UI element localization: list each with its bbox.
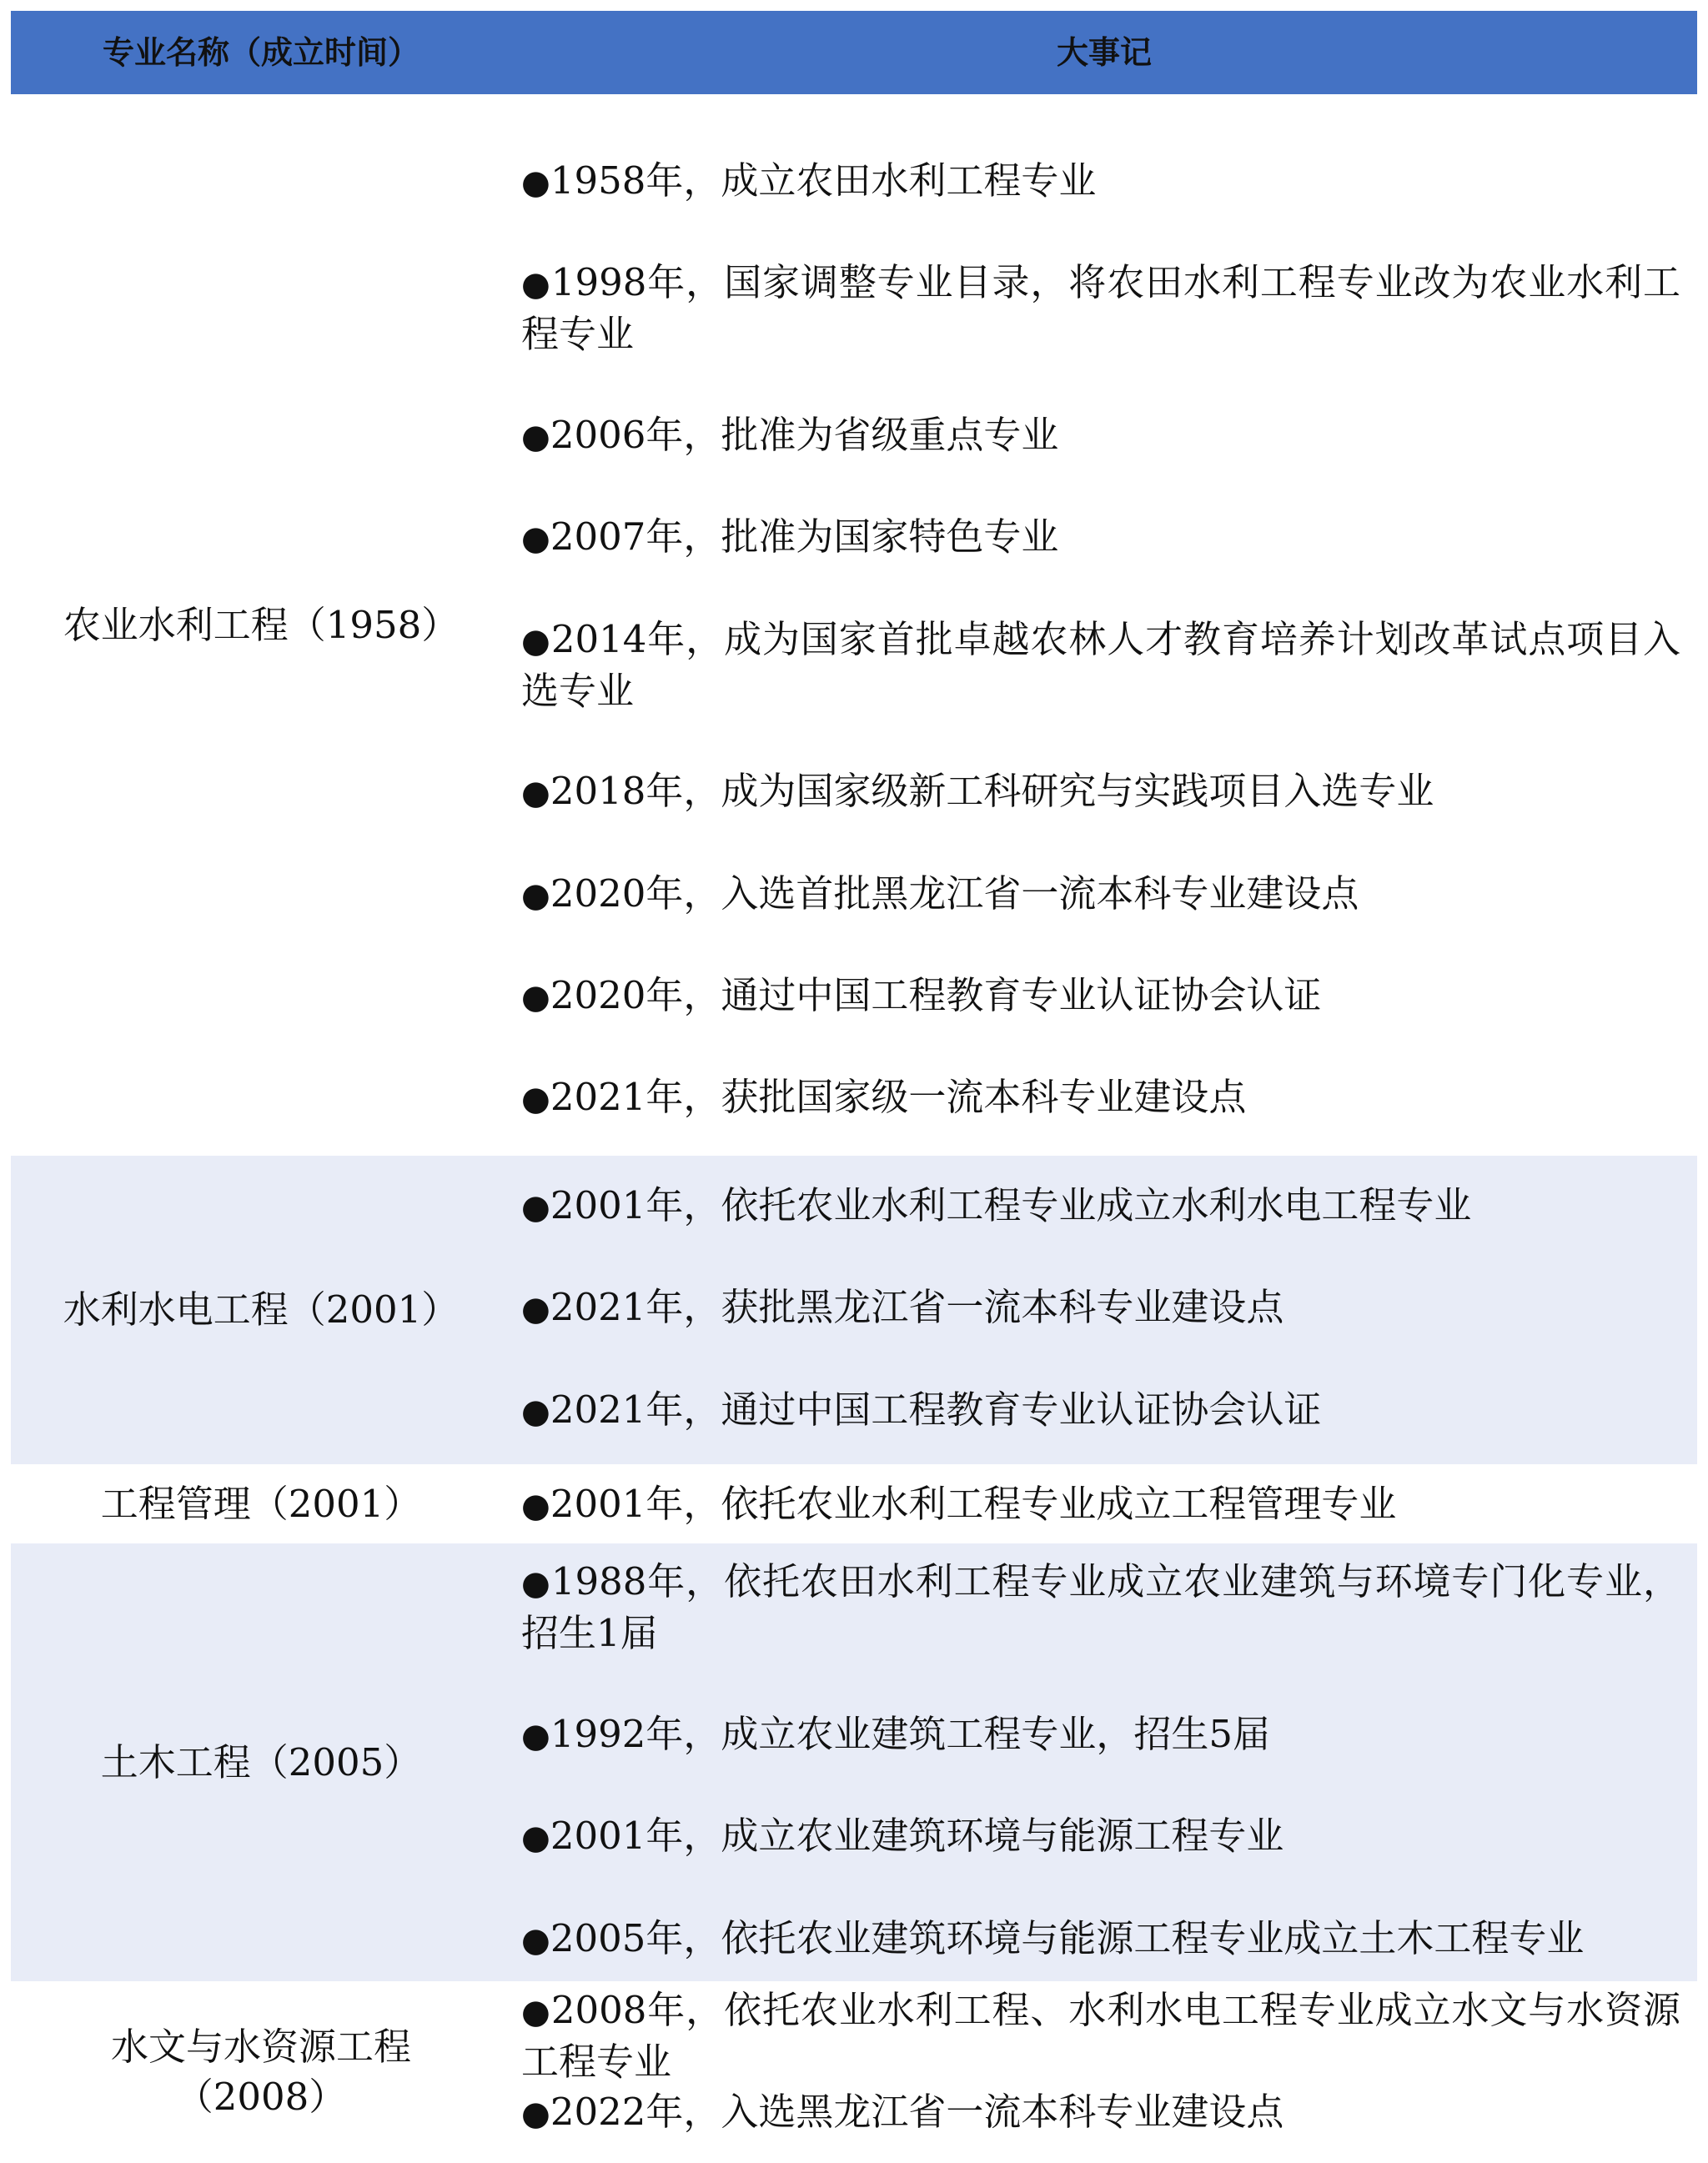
bullet-icon: ● (521, 1487, 550, 1525)
bullet-icon: ● (521, 622, 551, 660)
table-header (11, 11, 1697, 94)
event-item: ●2021年，获批黑龙江省一流本科专业建设点 (521, 1285, 1284, 1329)
header-major-name: 专业名称（成立时间） (102, 34, 419, 71)
bullet-icon: ● (521, 1993, 551, 2031)
table-row (11, 94, 1697, 1156)
table-row (11, 1156, 1697, 1464)
bullet-icon: ● (521, 876, 550, 915)
event-item: ●2020年，入选首批黑龙江省一流本科专业建设点 (521, 871, 1359, 916)
major-name: 水利水电工程（2001） (63, 1287, 460, 1332)
bullet-icon: ● (521, 1393, 550, 1431)
bullet-icon: ● (521, 163, 550, 202)
event-item: ●2001年，依托农业水利工程专业成立水利水电工程专业 (521, 1183, 1472, 1227)
bullet-icon: ● (521, 1921, 550, 1960)
event-item: ●2014年，成为国家首批卓越农林人才教育培养计划改革试点项目入选专业 (521, 617, 1681, 713)
event-item: ●2006年，批准为省级重点专业 (521, 413, 1059, 457)
event-item: ●2008年，依托农业水利工程、水利水电工程专业成立水文与水资源工程专业 (521, 1988, 1681, 2084)
header-milestones: 大事记 (1056, 34, 1152, 71)
event-item: ●2021年，通过中国工程教育专业认证协会认证 (521, 1388, 1322, 1432)
bullet-icon: ● (521, 418, 550, 456)
event-item: ●2022年，入选黑龙江省一流本科专业建设点 (521, 2090, 1284, 2134)
event-item: ●2001年，成立农业建筑环境与能源工程专业 (521, 1814, 1284, 1858)
bullet-icon: ● (521, 774, 550, 812)
bullet-icon: ● (521, 2095, 550, 2133)
event-item: ●1998年，国家调整专业目录，将农田水利工程专业改为农业水利工程专业 (521, 260, 1681, 356)
major-name: 土木工程（2005） (100, 1739, 422, 1784)
event-item: ●2001年，依托农业水利工程专业成立工程管理专业 (521, 1482, 1397, 1526)
table-row (11, 1464, 1697, 1543)
event-item: ●2005年，依托农业建筑环境与能源工程专业成立土木工程专业 (521, 1916, 1585, 1960)
major-name: 工程管理（2001） (100, 1481, 422, 1526)
bullet-icon: ● (521, 1188, 550, 1227)
bullet-icon: ● (521, 265, 551, 304)
bullet-icon: ● (521, 1564, 551, 1603)
bullet-icon: ● (521, 519, 550, 558)
event-item: ●2007年，批准为国家特色专业 (521, 514, 1059, 559)
table-row (11, 1543, 1697, 1981)
event-item: ●1992年，成立农业建筑工程专业，招生5届 (521, 1712, 1271, 1756)
bullet-icon: ● (521, 1290, 550, 1328)
bullet-icon: ● (521, 1717, 550, 1755)
major-name: 水文与水资源工程（2008） (110, 2025, 411, 2119)
event-item: ●2020年，通过中国工程教育专业认证协会认证 (521, 973, 1322, 1017)
event-item: ●2018年，成为国家级新工科研究与实践项目入选专业 (521, 769, 1434, 813)
bullet-icon: ● (521, 1819, 550, 1857)
bullet-icon: ● (521, 1080, 550, 1118)
bullet-icon: ● (521, 978, 550, 1016)
event-item: ●1958年，成立农田水利工程专业 (521, 158, 1097, 203)
event-item: ●1988年，依托农田水利工程专业成立农业建筑与环境专门化专业，招生1届 (521, 1559, 1681, 1655)
major-name: 农业水利工程（1958） (63, 602, 460, 647)
table-row (11, 1981, 1697, 2163)
event-item: ●2021年，获批国家级一流本科专业建设点 (521, 1075, 1247, 1119)
